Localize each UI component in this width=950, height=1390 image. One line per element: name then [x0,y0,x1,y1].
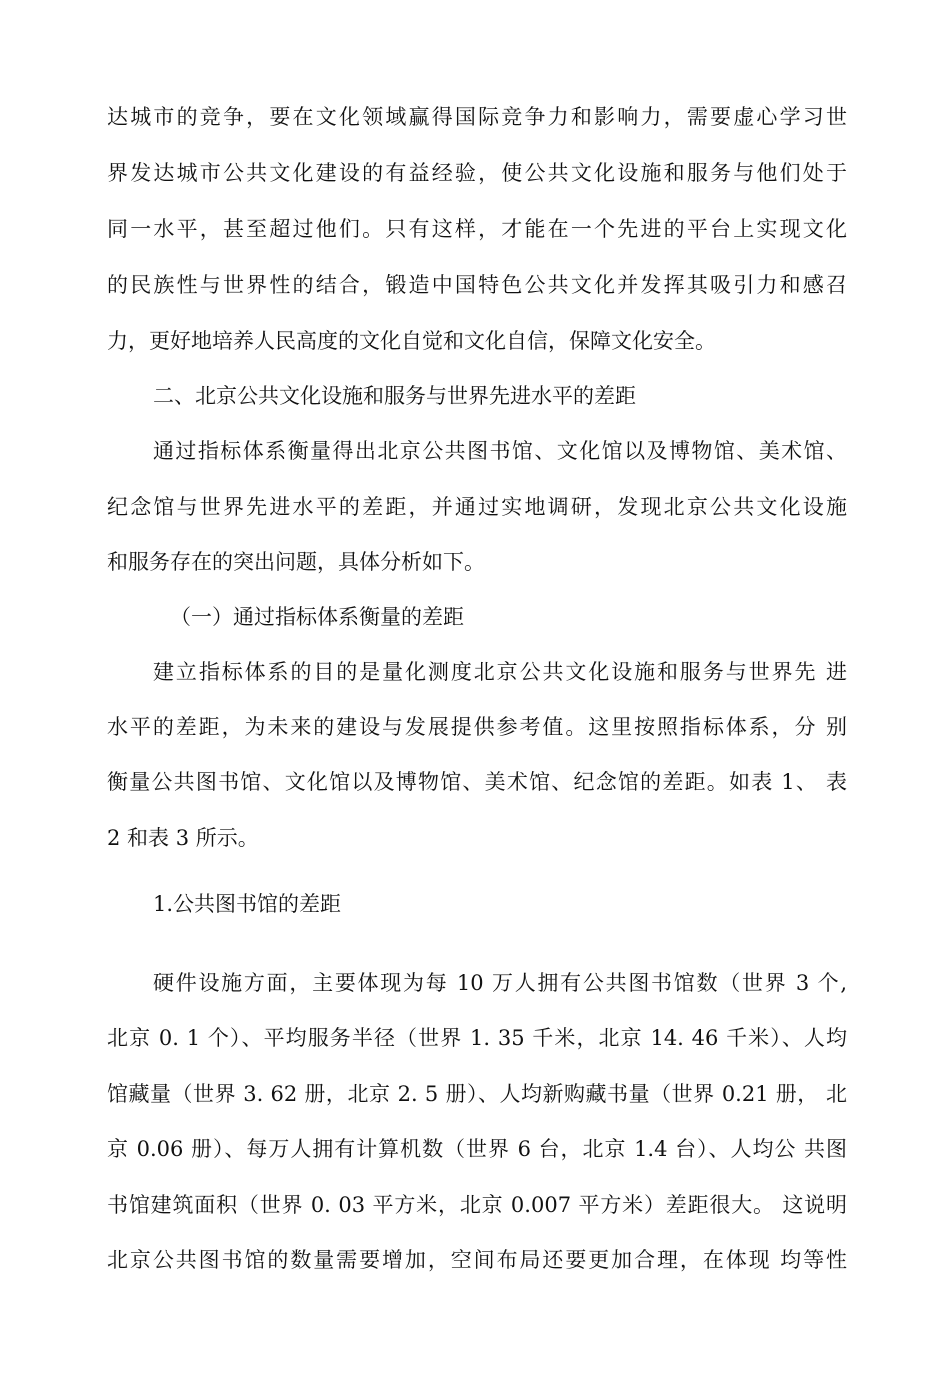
paragraph-line: 硬件设施方面，主要体现为每 10 万人拥有公共图书馆数（世界 3 个, [153,971,847,995]
paragraph-line: 书馆建筑面积（世界 0. 03 平方米，北京 0.007 平方米）差距很大。 这说明 [107,1193,847,1217]
paragraph-line: 和服务存在的突出问题，具体分析如下。 [107,550,485,574]
paragraph-line: 水平的差距，为未来的建设与发展提供参考值。这里按照指标体系，分 别 [107,715,847,739]
paragraph-line: 2 和表 3 所示。 [107,826,259,850]
paragraph-line: 力，更好地培养人民高度的文化自觉和文化自信，保障文化安全。 [107,329,716,353]
subsection-heading: （一）通过指标体系衡量的差距 [170,605,464,629]
paragraph-line: 界发达城市公共文化建设的有益经验，使公共文化设施和服务与他们处于 [107,161,847,185]
paragraph-line: 衡量公共图书馆、文化馆以及博物馆、美术馆、纪念馆的差距。如表 1、 表 [107,770,847,794]
paragraph-line: 通过指标体系衡量得出北京公共图书馆、文化馆以及博物馆、美术馆、 [153,439,847,463]
paragraph-line: 的民族性与世界性的结合，锻造中国特色公共文化并发挥其吸引力和感召 [107,273,847,297]
section-heading: 二、北京公共文化设施和服务与世界先进水平的差距 [153,384,636,408]
item-heading: 1.公共图书馆的差距 [153,892,342,916]
paragraph-line: 北京 0. 1 个）、平均服务半径（世界 1. 35 千米，北京 14. 46 千米）、人均 [107,1026,847,1050]
paragraph-line: 馆藏量（世界 3. 62 册，北京 2. 5 册）、人均新购藏书量（世界 0.21 册， 北 [107,1082,847,1106]
paragraph-line: 同一水平，甚至超过他们。只有这样，才能在一个先进的平台上实现文化 [107,217,847,241]
paragraph-line: 建立指标体系的目的是量化测度北京公共文化设施和服务与世界先 进 [153,660,847,684]
paragraph-line: 达城市的竞争，要在文化领域赢得国际竞争力和影响力，需要虚心学习世 [107,105,847,129]
paragraph-line: 北京公共图书馆的数量需要增加，空间布局还要更加合理，在体现 均等性 [107,1248,847,1272]
paragraph-line: 纪念馆与世界先进水平的差距，并通过实地调研，发现北京公共文化设施 [107,495,847,519]
paragraph-line: 京 0.06 册）、每万人拥有计算机数（世界 6 台，北京 1.4 台）、人均公 共图 [107,1137,847,1161]
